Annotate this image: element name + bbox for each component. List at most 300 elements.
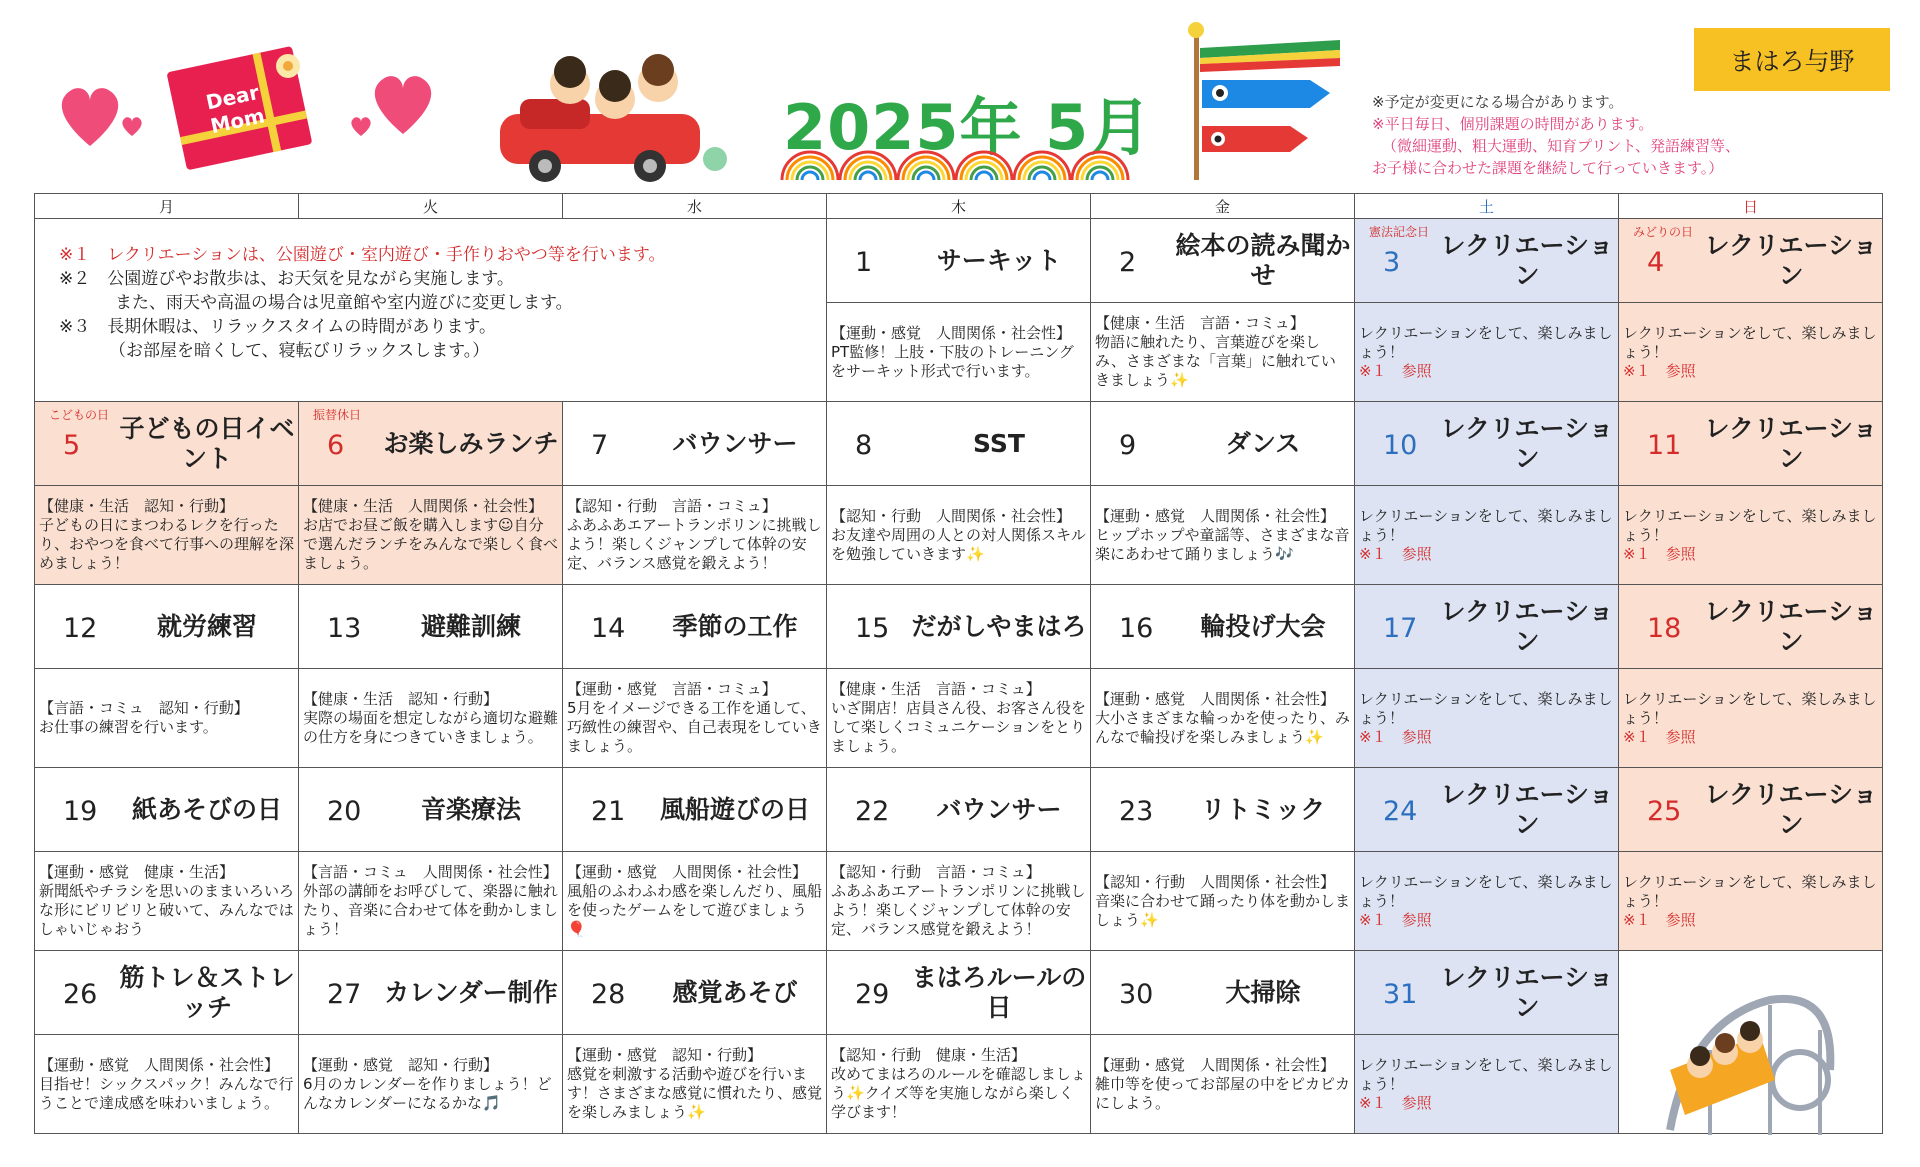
note-line: ※予定が変更になる場合があります。 [1372, 93, 1624, 111]
activity-title: 輪投げ大会 [1200, 611, 1326, 641]
day-cell-9[interactable] [1091, 402, 1355, 486]
day-description [1091, 669, 1354, 767]
day-number: 8 [855, 430, 873, 461]
day-description-cell [1355, 669, 1619, 768]
reference-note: ※１ 参照 [1359, 544, 1432, 563]
activity-title: 季節の工作 [672, 611, 798, 641]
weekday-header-sunday: 日 [1619, 194, 1883, 219]
activity-description: PT監修！上肢・下肢のトレーニングをサーキット形式で行います。 [831, 342, 1074, 380]
family-car-illustration [490, 44, 730, 184]
day-cell-4[interactable] [1619, 219, 1883, 303]
weekday-header: 月 [35, 194, 299, 219]
domain-tags: 【言語・コミュ 認知・行動】 [39, 699, 249, 717]
activity-title: 避難訓練 [420, 611, 521, 641]
day-header [827, 219, 1090, 302]
day-number: 3 [1383, 247, 1401, 278]
day-header [35, 768, 298, 851]
general-note-line: ※１ レクリエーションは、公園遊び・室内遊び・手作りおやつ等を行います。 [59, 245, 666, 265]
day-number: 24 [1383, 796, 1418, 827]
koinobori-carp-streamer [1180, 18, 1350, 183]
domain-tags: 【運動・感覚 人間関係・社会性】 [1095, 1055, 1336, 1074]
activity-description: 子どもの日にまつわるレクを行ったり、おやつを食べて行事への理解を深めましょう！ [39, 516, 295, 572]
description-text [567, 671, 822, 765]
day-header [1355, 951, 1618, 1034]
domain-tags: 【運動・感覚 人間関係・社会性】 [1095, 689, 1336, 708]
day-header [563, 402, 826, 485]
day-cell-27[interactable] [299, 951, 563, 1035]
domain-tags: 【運動・感覚 認知・行動】 [303, 1055, 499, 1074]
description-text [39, 854, 294, 948]
day-description-cell [1619, 486, 1883, 585]
day-description-cell [563, 852, 827, 951]
day-cell-12[interactable] [35, 585, 299, 669]
day-number: 21 [591, 796, 626, 827]
day-description [299, 486, 562, 584]
description-text [831, 488, 1086, 582]
day-header [299, 951, 562, 1034]
day-description [1355, 1035, 1618, 1133]
day-number: 7 [591, 430, 609, 461]
activity-description: 新聞紙やチラシを思いのままいろいろな形にビリビリと破いて、みんなではしゃいじゃおう [39, 882, 295, 938]
day-description [1619, 486, 1882, 584]
day-header [1619, 402, 1882, 485]
day-number: 29 [855, 979, 890, 1010]
domain-tags: 【健康・生活 言語・コミュ】 [831, 680, 1041, 698]
activity-title: 風船遊びの日 [659, 794, 810, 824]
roller-coaster-illustration [1650, 960, 1850, 1140]
day-description-cell [1091, 1035, 1355, 1134]
general-notes-cell [35, 219, 827, 402]
day-description-cell [299, 852, 563, 951]
day-description-cell [1091, 303, 1355, 402]
holiday-label: こどもの日 [49, 408, 110, 422]
activity-description: ふあふあエアートランポリンに挑戦しよう！楽しくジャンプして体幹の安定、バランス感覚を鍛えよう！ [567, 516, 822, 572]
day-number: 26 [63, 979, 98, 1010]
activity-description: 6月のカレンダーを作りましょう！どんなカレンダーになるかな🎵 [303, 1074, 552, 1112]
reference-note: ※１ 参照 [1359, 910, 1432, 929]
day-header [35, 585, 298, 668]
day-cell-19[interactable] [35, 768, 299, 852]
week-activity-row [35, 402, 1883, 486]
day-cell-28[interactable] [563, 951, 827, 1035]
day-number: 27 [327, 979, 362, 1010]
week-activity-row [35, 768, 1883, 852]
weekday-header: 水 [563, 194, 827, 219]
description-text [39, 671, 294, 765]
description-text [1095, 854, 1350, 948]
general-note-line: また、雨天や高温の場合は児童館や室内遊びに変更します。 [115, 293, 573, 313]
day-description [35, 486, 298, 584]
day-description-cell [1091, 669, 1355, 768]
day-header [1619, 768, 1882, 851]
activity-title: バウンサー [936, 794, 1062, 824]
weekday-header-row [35, 194, 1883, 219]
activity-description: 改めてまはろのルールを確認しましょう✨クイズ等を実施しながら楽しく学びます！ [831, 1065, 1086, 1121]
day-cell-6[interactable] [299, 402, 563, 486]
day-description-cell [299, 486, 563, 585]
day-cell-23[interactable] [1091, 768, 1355, 852]
domain-tags: 【健康・生活 言語・コミュ】 [1095, 314, 1305, 332]
day-header [1355, 402, 1618, 485]
weekday-header: 火 [299, 194, 563, 219]
day-description-cell [299, 1035, 563, 1134]
day-description [1619, 669, 1882, 767]
activity-title: レクリエーション [1440, 779, 1614, 839]
day-description-cell [1619, 303, 1883, 402]
day-cell-29[interactable] [827, 951, 1091, 1035]
day-cell-7[interactable] [563, 402, 827, 486]
note-line: お子様に合わせた課題を継続して行っていきます。） [1372, 159, 1724, 177]
domain-tags: 【認知・行動 人間関係・社会性】 [1095, 872, 1336, 891]
activity-title: カレンダー制作 [384, 977, 558, 1007]
day-cell-31[interactable] [1355, 951, 1619, 1035]
day-description [1619, 852, 1882, 950]
day-cell-26[interactable] [35, 951, 299, 1035]
description-text [567, 1037, 822, 1131]
day-header [1091, 768, 1354, 851]
day-description [1091, 486, 1354, 584]
activity-title: サーキット [936, 245, 1062, 275]
activity-description: ヒップホップや童謡等、さまざまな音楽にあわせて踊りましょう🎶 [1095, 525, 1350, 563]
activity-description: レクリエーションをして、楽しみましょう！ [1623, 506, 1877, 544]
week-activity-row [35, 951, 1883, 1035]
reference-note: ※１ 参照 [1623, 544, 1696, 563]
day-cell-11[interactable] [1619, 402, 1883, 486]
day-header [1619, 219, 1882, 302]
day-description [1355, 303, 1618, 401]
day-number: 15 [855, 613, 890, 644]
activity-title: レクリエーション [1440, 230, 1614, 290]
day-description-cell [35, 1035, 299, 1134]
day-header [1355, 768, 1618, 851]
domain-tags: 【認知・行動 人間関係・社会性】 [831, 506, 1072, 525]
reference-note: ※１ 参照 [1623, 910, 1696, 929]
description-text [1623, 854, 1878, 948]
day-description [563, 486, 826, 584]
description-text [1095, 671, 1350, 765]
day-number: 25 [1647, 796, 1682, 827]
activity-title: レクリエーション [1704, 230, 1878, 290]
day-number: 4 [1647, 247, 1665, 278]
domain-tags: 【健康・生活 人間関係・社会性】 [303, 497, 544, 515]
day-cell-1[interactable] [827, 219, 1091, 303]
day-number: 31 [1383, 979, 1418, 1010]
day-number: 30 [1119, 979, 1154, 1010]
day-description [563, 669, 826, 767]
activity-description: レクリエーションをして、楽しみましょう！ [1359, 506, 1613, 544]
day-number: 2 [1119, 247, 1137, 278]
activity-title: レクリエーション [1440, 413, 1614, 473]
domain-tags: 【運動・感覚 健康・生活】 [39, 863, 235, 881]
day-description [563, 852, 826, 950]
activity-title: リトミック [1200, 794, 1326, 824]
day-cell-22[interactable] [827, 768, 1091, 852]
activity-description: 大小さまざまな輪っかを使ったり、みんなで輪投げを楽しみましょう✨ [1095, 708, 1351, 746]
domain-tags: 【認知・行動 健康・生活】 [831, 1046, 1027, 1064]
day-number: 5 [63, 430, 81, 461]
activity-description: レクリエーションをして、楽しみましょう！ [1359, 323, 1613, 361]
description-text [303, 1037, 558, 1131]
day-number: 13 [327, 613, 362, 644]
day-cell-16[interactable] [1091, 585, 1355, 669]
week-description-row [35, 486, 1883, 585]
activity-title: 大掃除 [1225, 977, 1301, 1007]
reference-note: ※１ 参照 [1359, 361, 1432, 380]
activity-description: 感覚を刺激する活動や遊びを行います！さまざまな感覚に慣れたり、感覚を楽しみましょう✨ [567, 1065, 823, 1121]
dear-mom-text: Dear Mom [203, 79, 267, 139]
holiday-label: 振替休日 [313, 408, 362, 422]
day-description [827, 1035, 1090, 1133]
activity-title: 子どもの日イベント [119, 413, 295, 473]
day-number: 10 [1383, 430, 1418, 461]
day-description-cell [1355, 1035, 1619, 1134]
activity-description: レクリエーションをして、楽しみましょう！ [1359, 1055, 1613, 1093]
day-description [299, 852, 562, 950]
day-description-cell [563, 669, 827, 768]
day-header [299, 768, 562, 851]
day-description-cell [35, 852, 299, 951]
day-description-cell [1091, 852, 1355, 951]
description-text [303, 854, 558, 948]
day-header [1355, 585, 1618, 668]
day-header [1091, 951, 1354, 1034]
day-header [299, 402, 562, 485]
general-note-line: （お部屋を暗くして、寝転びリラックスします。） [109, 341, 490, 361]
day-cell-8[interactable] [827, 402, 1091, 486]
description-text [1623, 488, 1878, 582]
day-cell-15[interactable] [827, 585, 1091, 669]
day-header [827, 768, 1090, 851]
heart-decoration-left [50, 76, 150, 156]
day-header [827, 402, 1090, 485]
day-cell-13[interactable] [299, 585, 563, 669]
day-cell-5[interactable] [35, 402, 299, 486]
activity-title: バウンサー [672, 428, 798, 458]
domain-tags: 【認知・行動 言語・コミュ】 [831, 863, 1041, 881]
day-header [1091, 585, 1354, 668]
activity-description: 音楽に合わせて踊ったり体を動かしましょう✨ [1095, 891, 1351, 929]
day-header [35, 402, 298, 485]
activity-title: 就労練習 [156, 611, 257, 641]
day-description-cell [299, 669, 563, 768]
day-description-cell [1355, 852, 1619, 951]
day-header [563, 768, 826, 851]
domain-tags: 【運動・感覚 人間関係・社会性】 [39, 1055, 280, 1074]
weekday-header: 金 [1091, 194, 1355, 219]
day-description [299, 1035, 562, 1133]
week-activity-row [35, 219, 1883, 303]
day-cell-2[interactable] [1091, 219, 1355, 303]
day-description-cell [827, 669, 1091, 768]
day-cell-30[interactable] [1091, 951, 1355, 1035]
day-description-cell [563, 1035, 827, 1134]
holiday-label: 憲法記念日 [1369, 225, 1430, 239]
reference-note: ※１ 参照 [1623, 361, 1696, 380]
day-number: 14 [591, 613, 626, 644]
activity-description: レクリエーションをして、楽しみましょう！ [1359, 872, 1613, 910]
activity-description: お仕事の練習を行います。 [39, 718, 218, 736]
day-description [1091, 303, 1354, 401]
day-number: 12 [63, 613, 98, 644]
description-text [1623, 671, 1878, 765]
day-description [1355, 669, 1618, 767]
activity-title: レクリエーション [1704, 413, 1878, 473]
domain-tags: 【健康・生活 認知・行動】 [303, 689, 499, 708]
day-header [35, 951, 298, 1034]
description-text [1359, 305, 1614, 399]
day-description-cell [563, 486, 827, 585]
activity-description: レクリエーションをして、楽しみましょう！ [1623, 872, 1877, 910]
activity-description: レクリエーションをして、楽しみましょう！ [1359, 689, 1613, 727]
day-cell-18[interactable] [1619, 585, 1883, 669]
description-text [303, 671, 558, 765]
day-description [1091, 852, 1354, 950]
activity-description: 目指せ！シックスパック！みんなで行うことで達成感を味わいましょう。 [39, 1074, 294, 1112]
activity-description: レクリエーションをして、楽しみましょう！ [1623, 323, 1877, 361]
activity-description: 風船のふわふわ感を楽しんだり、風船を使ったゲームをして遊びましょう🎈 [567, 882, 823, 938]
domain-tags: 【運動・感覚 言語・コミュ】 [567, 680, 777, 698]
activity-title: だがしやまはろ [911, 611, 1087, 641]
domain-tags: 【運動・感覚 人間関係・社会性】 [831, 323, 1072, 342]
day-description [35, 669, 298, 767]
weekday-header: 木 [827, 194, 1091, 219]
description-text [1095, 1037, 1350, 1131]
day-number: 9 [1119, 430, 1137, 461]
day-description-cell [827, 852, 1091, 951]
day-cell-20[interactable] [299, 768, 563, 852]
domain-tags: 【運動・感覚 人間関係・社会性】 [567, 863, 808, 881]
activity-title: レクリエーション [1440, 962, 1614, 1022]
week-description-row [35, 669, 1883, 768]
activity-title: 筋トレ＆ストレッチ [119, 962, 295, 1022]
calendar-title: 2025年 5月 [783, 91, 1153, 164]
day-description-cell [1619, 669, 1883, 768]
day-description-cell [1619, 852, 1883, 951]
activity-description: 外部の講師をお呼びして、楽器に触れたり、音楽に合わせて体を動かしましょう！ [303, 882, 559, 938]
activity-description: いざ開店！店員さん役、お客さん役をして楽しくコミュニケーションをとりましょう。 [831, 699, 1087, 755]
day-number: 1 [855, 247, 873, 278]
day-description [1091, 1035, 1354, 1133]
rainbow-row-decoration [780, 148, 1130, 182]
day-description [827, 669, 1090, 767]
general-note-line: ※３ 長期休暇は、リラックスタイムの時間があります。 [59, 317, 497, 337]
activity-title: レクリエーション [1704, 779, 1878, 839]
week-activity-row [35, 585, 1883, 669]
weekday-header-saturday: 土 [1355, 194, 1619, 219]
reference-note: ※１ 参照 [1359, 727, 1432, 746]
activity-title: 音楽療法 [420, 794, 521, 824]
day-header [827, 951, 1090, 1034]
day-header [827, 585, 1090, 668]
note-line: ※平日毎日、個別課題の時間があります。 [1372, 115, 1654, 133]
description-text [831, 671, 1086, 765]
day-description-cell [1355, 303, 1619, 402]
day-cell-3[interactable] [1355, 219, 1619, 303]
activity-title: 感覚あそび [672, 977, 798, 1007]
day-number: 6 [327, 430, 345, 461]
day-number: 20 [327, 796, 362, 827]
day-description-cell [827, 486, 1091, 585]
note-line: （微細運動、粗大運動、知育プリント、発語練習等、 [1382, 137, 1741, 155]
day-description-cell [1091, 486, 1355, 585]
day-description-cell [35, 669, 299, 768]
description-text [1095, 488, 1350, 582]
day-cell-10[interactable] [1355, 402, 1619, 486]
day-description [35, 852, 298, 950]
day-description-cell [827, 303, 1091, 402]
day-description [1619, 303, 1882, 401]
activity-title: レクリエーション [1704, 596, 1878, 656]
description-text [831, 1037, 1086, 1131]
day-description [1355, 852, 1618, 950]
activity-title: レクリエーション [1440, 596, 1614, 656]
day-cell-25[interactable] [1619, 768, 1883, 852]
day-header [299, 585, 562, 668]
day-description [299, 669, 562, 767]
activity-title: 紙あそびの日 [131, 794, 282, 824]
description-text [303, 488, 558, 582]
description-text [831, 305, 1086, 399]
activity-title: ダンス [1225, 428, 1301, 458]
day-number: 22 [855, 796, 890, 827]
day-header [1619, 585, 1882, 668]
day-cell-24[interactable] [1355, 768, 1619, 852]
description-text [1359, 488, 1614, 582]
day-header [1091, 219, 1354, 302]
day-number: 19 [63, 796, 98, 827]
day-cell-17[interactable] [1355, 585, 1619, 669]
activity-title: SST [973, 428, 1025, 458]
day-header [563, 951, 826, 1034]
calendar-table [34, 193, 1883, 1134]
description-text [1095, 305, 1350, 399]
day-number: 17 [1383, 613, 1418, 644]
activity-title: お楽しみランチ [383, 428, 559, 458]
day-description [35, 1035, 298, 1133]
description-text [1359, 671, 1614, 765]
day-number: 28 [591, 979, 626, 1010]
day-number: 16 [1119, 613, 1154, 644]
day-description-cell [827, 1035, 1091, 1134]
description-text [831, 854, 1086, 948]
activity-description: 実際の場面を想定しながら適切な避難の仕方を身につきていきましょう。 [303, 708, 559, 746]
description-text [1623, 305, 1878, 399]
day-description [827, 303, 1090, 401]
domain-tags: 【言語・コミュ 人間関係・社会性】 [303, 863, 558, 881]
day-number: 18 [1647, 613, 1682, 644]
day-description [1355, 486, 1618, 584]
day-description-cell [35, 486, 299, 585]
activity-description: お友達や周囲の人との対人関係スキルを勉強していきます✨ [831, 525, 1086, 563]
description-text [567, 854, 822, 948]
activity-description: お店でお昼ご飯を購入します☺自分で選んだランチをみんなで楽しく食べましょう。 [303, 516, 559, 572]
activity-description: 5月をイメージできる工作を通して、巧緻性の練習や、自己表現をしていきましょう。 [567, 699, 822, 755]
holiday-label: みどりの日 [1633, 225, 1694, 239]
day-cell-14[interactable] [563, 585, 827, 669]
day-description [827, 852, 1090, 950]
day-header [1091, 402, 1354, 485]
week-description-row [35, 852, 1883, 951]
day-cell-21[interactable] [563, 768, 827, 852]
day-header [563, 585, 826, 668]
reference-note: ※１ 参照 [1359, 1093, 1432, 1112]
activity-title: まはろルールの日 [911, 962, 1087, 1022]
domain-tags: 【運動・感覚 人間関係・社会性】 [1095, 506, 1336, 525]
domain-tags: 【認知・行動 言語・コミュ】 [567, 497, 777, 515]
description-text [1359, 1037, 1614, 1131]
description-text [1359, 854, 1614, 948]
activity-description: ふあふあエアートランポリンに挑戦しよう！楽しくジャンプして体幹の安定、バランス感覚を鍛えよう！ [831, 882, 1086, 938]
